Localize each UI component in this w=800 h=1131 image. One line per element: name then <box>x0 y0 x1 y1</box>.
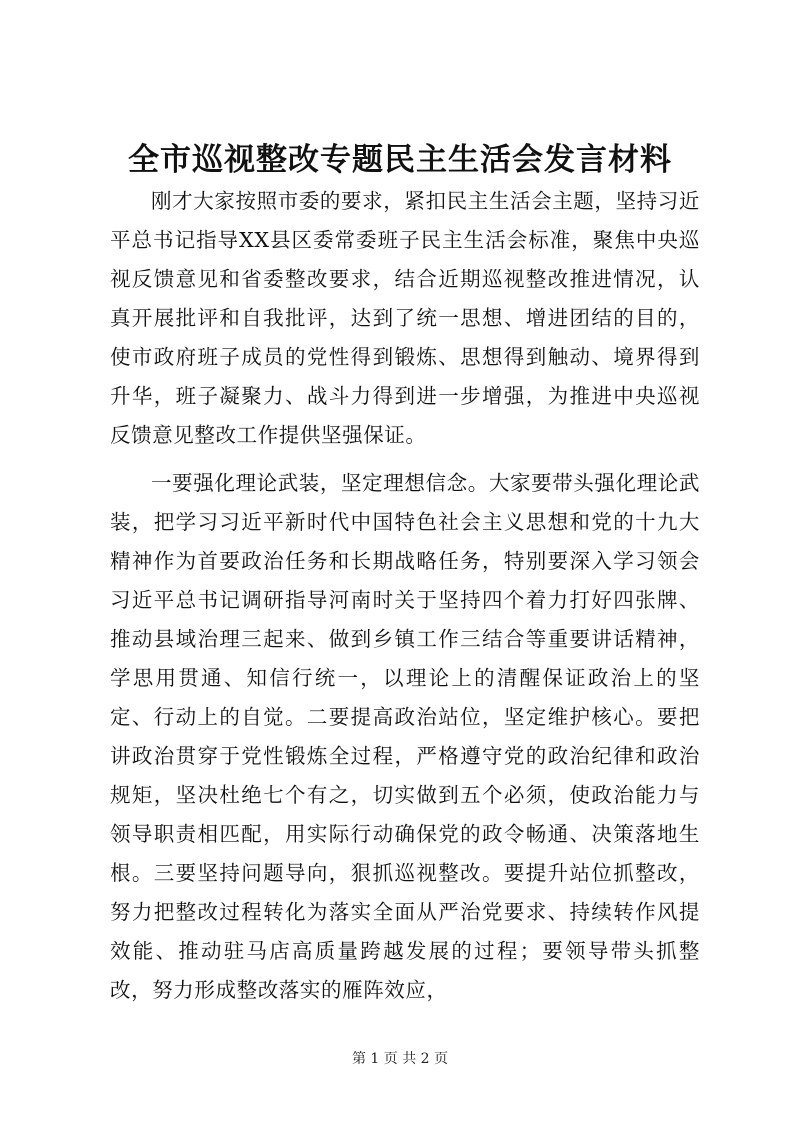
document-body <box>110 182 700 1010</box>
paragraph-intro: 刚才大家按照市委的要求，紧扣民主生活会主题，坚持习近平总书记指导XX县区委常委班子民主生活会标准，聚焦中央巡视反馈意见和省委整改要求，结合近期巡视整改推进情况，认真开展批评和自我批评，达到了统一思想、增进团结的目的，使市政府班子成员的党性得到锻炼、思想得到触动、境界得到升华，班子凝聚力、战斗力得到进一步增强，为推进中央巡视反馈意见整改工作提供坚强保证。 <box>110 189 700 447</box>
document-title: 全市巡视整改专题民主生活会发言材料 <box>128 142 672 178</box>
page-number-footer: 第 1 页 共 2 页 <box>351 1051 449 1067</box>
paragraph-requirements: 一要强化理论武装，坚定理想信念。大家要带头强化理论武装，把学习习近平新时代中国特色社会主义思想和党的十九大精神作为首要政治任务和长期战略任务，特别要深入学习领会习近平总书记调研指导河南时关于坚持四个着力打好四张牌、推动县域治理三起来、做到乡镇工作三结合等重要讲话精神，学思用贯通、知信行统一，以理论上的清醒保证政治上的坚定、行动上的自觉。二要提高政治站位，坚定维护核心。要把讲政治贯穿于党性锻炼全过程，严格遵守党的政治纪律和政治规矩，坚决杜绝七个有之，切实做到五个必须，使政治能力与领导职责相匹配，用实际行动确保党的政令畅通、决策落地生根。三要坚持问题导向，狠抓巡视整改。要提升站位抓整改，努力把整改过程转化为落实全面从严治党要求、持续转作风提效能、推动驻马店高质量跨越发展的过程；要领导带头抓整改，努力形成整改落实的雁阵效应， <box>110 471 700 1002</box>
